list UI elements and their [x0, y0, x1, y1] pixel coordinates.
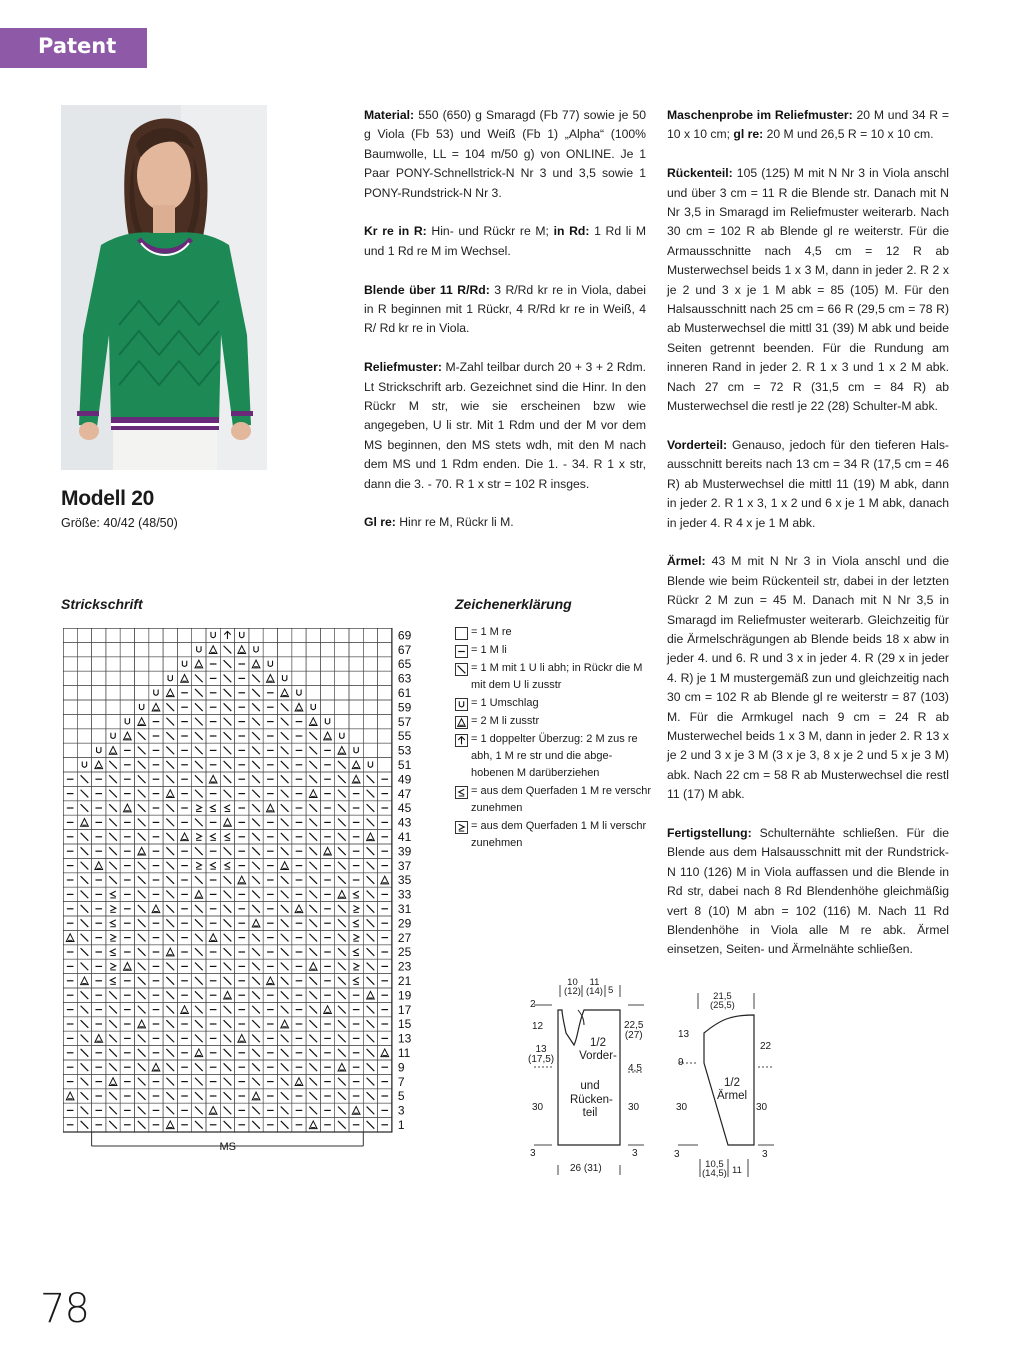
material-paragraph	[364, 106, 646, 203]
body-left-4: 30	[532, 1102, 544, 1113]
chart-row-label: 65	[397, 657, 412, 672]
chart-row-label: 61	[397, 686, 412, 700]
gl-re-gauge-text: 20 M und 26,5 R = 10 x 10 cm.	[763, 127, 934, 142]
legend-item	[455, 818, 655, 852]
chart-row-label: 41	[397, 830, 412, 844]
sleeve-bottom-2: 11	[732, 1165, 742, 1176]
chart-row-label: 11	[397, 1046, 411, 1060]
blende-text: 3 R/Rd kr re in Viola, dabei in R beginnen mit 1 Rückr, 4 R/Rd kr re in Weiß, 4 R/ Rd kr re in Viola.	[364, 282, 647, 336]
kr-re-paragraph	[364, 222, 646, 261]
body-right-3: 30	[628, 1102, 640, 1113]
knitting-chart-grid	[63, 628, 423, 1153]
aermel-text: 43 M mit N Nr 3 in Viola anschl und die Blende wie beim Rückenteil str, dabei in der letzten Rückr 2 M zun = 45 M. Danach mit N Nr 3,5 in Smaragd im Reliefmuster weiterarb. Gleichzeitig für die Ärmelschrägungen ab Blende beids 18 x abw in jeder 4. und 6. R und 3 x in jeder 4. R (29 x in jeder 4. R) je 1 M mustergemäß zun und gleichzeitig nach 30 cm = 102 R ab Blende gl re weiterstr = 87 (103) M. Für die Armkugel nach 9 cm = 24 R ab Musterwechel beids 1 x 3 M, dann in jeder 2. R 13 x je 2 und 3 x je 3 M (3 x je 3, 8 x je 2 und 5 x je 3 M) abk. Nach 22 cm = 58 R ab Musterwechsel die restl 11 (17) M abk.	[667, 554, 949, 802]
section-label: Patent	[38, 34, 117, 58]
vorderteil-heading: Vorderteil:	[667, 437, 728, 452]
legend-item-label: = aus dem Querfaden 1 M li verschr zunehmen	[471, 820, 647, 849]
fertigstellung-text: Schulternähte schließen. Für die Blende aus dem Halsausschnitt mit der Rundstrick-N 110 (126) M in Viola auffassen und die Blende in Rd str, dabei nach 8 Rd Blendenhöhe gleichmäßig vert 8 (10) M abn = 102 (116) M. Nach 11 Rd Blendenhöhe in Viola alle M re abk. Ärmel einsetzen, Seiten- und Ärmelnähte schließen.	[667, 825, 949, 957]
aermel-paragraph	[667, 552, 949, 804]
empty-square-icon	[455, 627, 468, 640]
sleeve-schematic	[670, 985, 790, 1185]
chart-row-label: 1	[397, 1118, 405, 1132]
chart-row-label: 67	[397, 642, 412, 657]
chart-row-label: 27	[397, 930, 412, 945]
maschenprobe-paragraph	[667, 106, 949, 145]
in-rd-heading: in Rd:	[553, 224, 590, 239]
material-text: 550 (650) g Smaragd (Fb 77) sowie je 50 g Viola (Fb 53) und Weiß (Fb 1) „Alpha“ (100% Baumwolle, LL = 104 m/50 g) von ONLINE. Je 1 Paar PONY-Schnellstrick-N Nr 3 und 3,5 sowie 1 PONY-Rundstrick-N Nr 3.	[364, 108, 646, 200]
sleeve-left-4: 3	[674, 1149, 680, 1160]
dash-square-icon	[455, 645, 468, 658]
blende-heading: Blende über 11 R/Rd:	[364, 282, 490, 297]
body-right-4: 3	[632, 1148, 638, 1159]
chart-row-label: 33	[397, 887, 412, 902]
triangle-square-icon	[455, 716, 468, 729]
model-photo-illustration	[61, 105, 267, 470]
less-square-icon	[455, 786, 468, 799]
legend-item-label: = aus dem Querfaden 1 M re verschr zunehmen	[471, 785, 652, 814]
sleeve-right-3: 3	[762, 1149, 768, 1160]
legend-item	[455, 624, 655, 641]
model-photo	[61, 105, 267, 470]
legend-item	[455, 642, 655, 659]
aermel-heading: Ärmel:	[667, 554, 706, 569]
chart-row-label: 21	[397, 974, 412, 988]
gl-re-text: Hinr re M, Rückr li M.	[395, 515, 514, 530]
ms-label: MS	[219, 1141, 236, 1153]
symbol-legend	[455, 624, 655, 853]
legend-item	[455, 731, 655, 782]
chart-row-label: 3	[397, 1103, 405, 1118]
legend-item	[455, 660, 655, 694]
body-schematic	[522, 975, 652, 1180]
chart-row-label: 15	[397, 1017, 412, 1032]
body-right-1: 22,5 (27)	[624, 1020, 644, 1041]
legend-item	[455, 713, 655, 730]
maschenprobe-heading: Maschenprobe im Reliefmuster:	[667, 108, 853, 122]
chart-row-label: 13	[397, 1031, 412, 1046]
greater-square-icon	[455, 821, 468, 834]
gl-re-gauge-heading: gl re:	[733, 127, 764, 142]
rueckenteil-text: 105 (125) M mit N Nr 3 in Viola anschl und über 3 cm = 11 R die Blende str. Danach mit N Nr 3,5 in Smaragd im Reliefmuster weiterarb. Nach 30 cm = 102 R ab Blende gl re weiterstr. Für die Armausschnitte nach 4,5 cm = 12 R ab Musterwechsel beids 1 x 3 M, dann in jeder 2. R 2 x je 2 und 3 x je 1 M abk = 85 (105) M. Für den Halsausschnitt nach 25 cm = 66 R (29,5 cm = 78 R) ab Musterwechsel die mittl 31 (39) M abk und beide Seiten getrennt beenden. Für die Rundung am inneren Rand in jeder 2. R 1 x 3 und 1 x 2 M abk. Nach 27 cm = 72 R (31,5 cm = 84 R) ab Musterwechsel die restl je 22 (28) Schulter-M abk.	[667, 166, 949, 414]
chart-row-label: 63	[397, 671, 412, 686]
model-title: Modell 20	[61, 487, 154, 510]
blende-paragraph	[364, 281, 646, 339]
chart-row-label: 5	[397, 1089, 405, 1104]
in-rd-text: 1 Rd li M und 1 Rd re M im Wechsel.	[364, 224, 646, 258]
chart-row-label: 43	[397, 815, 412, 830]
chart-row-label: 29	[397, 916, 412, 931]
material-heading: Material:	[364, 108, 415, 122]
body-label-bottom: und Rücken- teil	[570, 1080, 613, 1119]
knitting-chart	[63, 628, 423, 1153]
reliefmuster-heading: Reliefmuster:	[364, 360, 442, 375]
body-label-top: 1/2 Vorder-	[579, 1037, 617, 1062]
u-square-icon	[455, 698, 468, 711]
kr-re-heading: Kr re in R:	[364, 224, 427, 239]
chart-row-label: 17	[397, 1002, 412, 1017]
chart-row-label: 53	[397, 743, 412, 758]
rueckenteil-heading: Rückenteil:	[667, 166, 733, 181]
body-right-2: 4,5	[628, 1063, 642, 1074]
model-size: Größe: 40/42 (48/50)	[61, 516, 178, 530]
chart-row-label: 39	[397, 844, 412, 859]
sleeve-right-2: 30	[756, 1102, 768, 1113]
body-top-b: 11 (14)	[586, 977, 603, 997]
chart-row-label: 7	[397, 1074, 405, 1089]
section-tab	[0, 28, 147, 68]
chart-row-label: 9	[397, 1060, 405, 1075]
chart-row-label: 59	[397, 700, 412, 715]
chart-row-label: 45	[397, 801, 412, 816]
body-top-c: 5	[608, 985, 614, 996]
legend-item-label: = 1 Umschlag	[471, 697, 539, 709]
reliefmuster-paragraph	[364, 358, 646, 494]
gl-re-heading: Gl re:	[364, 515, 396, 530]
slash-square-icon	[455, 663, 468, 676]
legend-item	[455, 695, 655, 712]
chart-row-label: 51	[397, 758, 412, 772]
chart-row-label: 37	[397, 858, 412, 873]
rueckenteil-paragraph	[667, 164, 949, 416]
sleeve-bottom-1: 10,5 (14,5)	[702, 1159, 727, 1179]
gl-re-paragraph	[364, 513, 646, 532]
legend-title: Zeichenerklärung	[455, 596, 572, 612]
chart-row-label: 55	[397, 729, 412, 744]
sleeve-top: 21,5 (25,5)	[710, 991, 735, 1011]
chart-row-label: 47	[397, 786, 412, 801]
sleeve-left-3: 30	[676, 1102, 688, 1113]
chart-row-label: 23	[397, 959, 412, 974]
body-left-2: 12	[532, 1021, 544, 1032]
arrow-square-icon	[455, 734, 468, 747]
legend-item-label: = 1 M re	[471, 626, 512, 638]
body-left-5: 3	[530, 1148, 536, 1159]
chart-row-label: 19	[397, 988, 412, 1003]
chart-row-label: 35	[397, 873, 412, 888]
body-top-a: 10 (12)	[564, 977, 581, 997]
chart-row-label: 31	[397, 902, 412, 916]
maschenprobe-text: 20 M und 34 R = 10 x 10 cm;	[667, 108, 950, 142]
kr-re-text: Hin- und Rückr re M;	[426, 224, 554, 239]
fertigstellung-heading: Fertigstellung:	[667, 825, 752, 840]
body-left-3: 13 (17,5)	[528, 1044, 555, 1065]
sleeve-label: 1/2 Ärmel	[716, 1077, 748, 1102]
legend-item-label: = 2 M li zusstr	[471, 715, 540, 727]
vorderteil-paragraph	[667, 436, 949, 533]
sleeve-right-1: 22	[760, 1041, 772, 1052]
reliefmuster-text: M-Zahl teilbar durch 20 + 3 + 2 Rdm. Lt Strickschrift arb. Gezeichnet sind die Hinr. In den Rückr M str, wie sie erscheinen bzw wie angegeben, U li str. Mit 1 Rdm und der M vor dem MS beginnen, den MS stets wdh, mit den M nach dem MS und 1 Rdm enden. Die 1. - 34. R 1 x str, dann die 3. - 70. R 1 x str = 102 R insges.	[364, 360, 646, 491]
fertigstellung-paragraph	[667, 824, 949, 960]
instructions-column-middle	[364, 106, 646, 552]
chart-row-label: 57	[397, 714, 412, 729]
chart-row-label: 69	[397, 628, 412, 643]
body-left-1: 2	[530, 999, 536, 1010]
page-number: 78	[40, 1286, 89, 1332]
body-bottom-width: 26 (31)	[570, 1163, 602, 1174]
legend-item-label: = 1 doppelter Überzug: 2 M zus re abh, 1 M re str und die abge-hobenen M darüberziehen	[471, 733, 638, 779]
sleeve-left-2: 9	[678, 1057, 684, 1068]
instructions-column-right	[667, 106, 949, 979]
chart-row-label: 25	[397, 945, 412, 960]
vorderteil-text: Genauso, jedoch für den tieferen Hals-ausschnitt bereits nach 13 cm = 34 R (17,5 cm = 46 R) ab Musterwechsel die mittl 11 (19) M abk, dann in jeder 2. R 1 x 3, 1 x 2 und 6 x je 1 M abk, danach in jeder 4. R 4 x je 1 M abk.	[667, 437, 949, 530]
chart-title: Strickschrift	[61, 596, 143, 612]
legend-item	[455, 783, 655, 817]
chart-row-label: 49	[397, 772, 412, 787]
sleeve-left-1: 13	[678, 1029, 690, 1040]
legend-item-label: = 1 M li	[471, 644, 507, 656]
legend-item-label: = 1 M mit 1 U li abh; in Rückr die M mit dem U li zusstr	[471, 662, 643, 691]
